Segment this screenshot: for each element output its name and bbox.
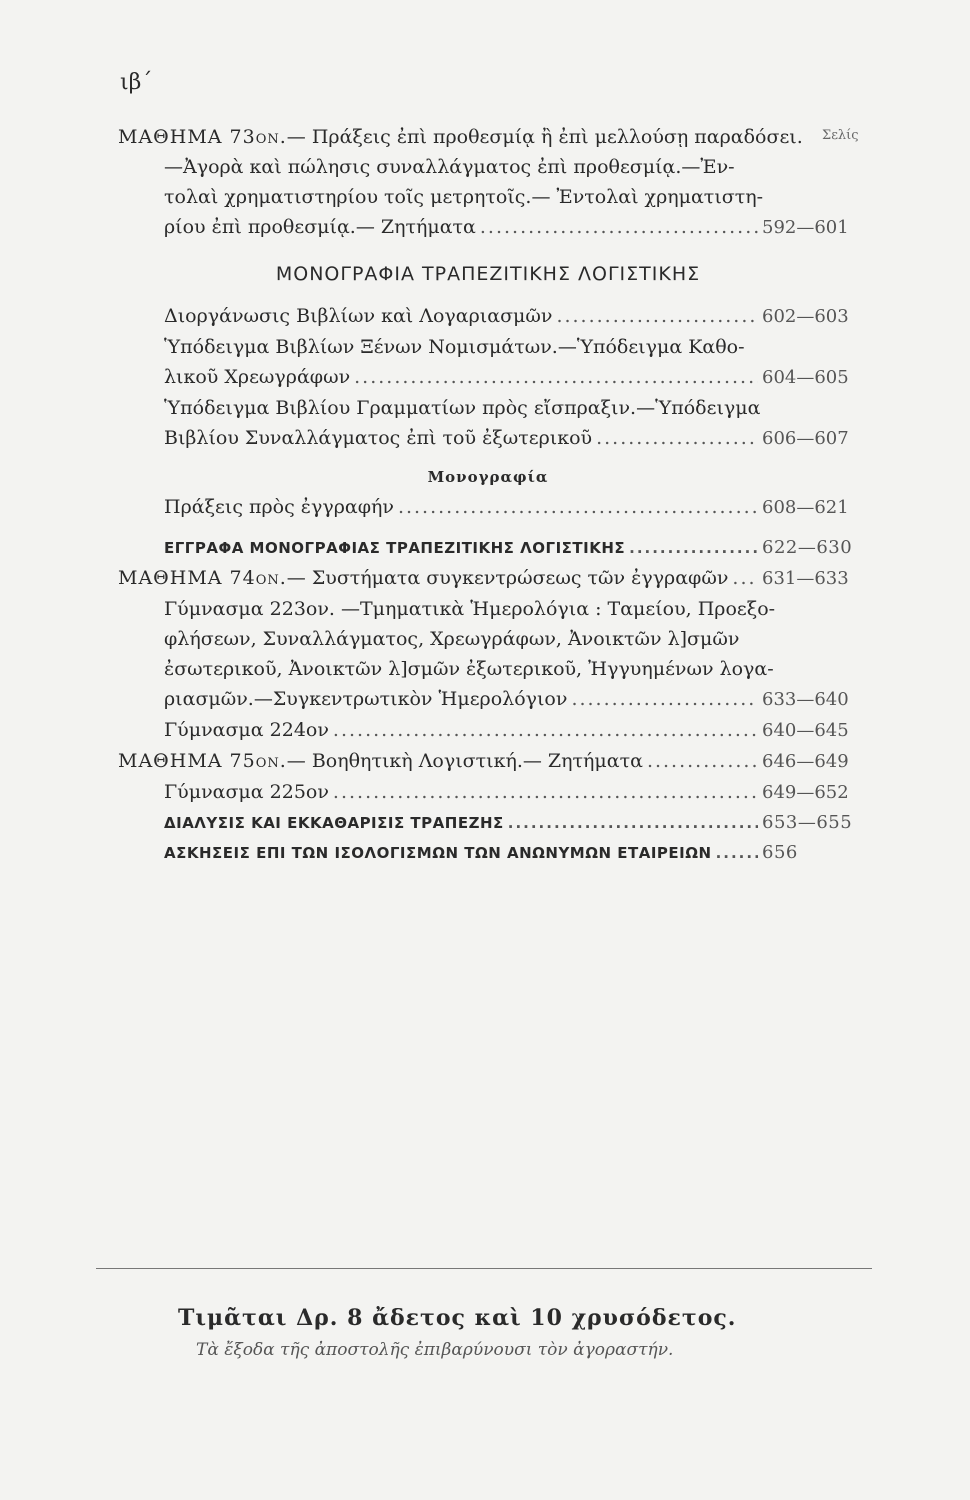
dot-leader <box>333 715 758 745</box>
toc-line <box>118 362 858 393</box>
page-range: 633—640 <box>762 689 849 710</box>
toc-line <box>118 654 858 684</box>
page-range: 640—645 <box>762 720 849 741</box>
dot-leader <box>647 746 758 776</box>
dot-leader <box>596 423 758 453</box>
toc-line <box>118 212 858 243</box>
toc-line <box>118 746 858 777</box>
toc-line <box>118 594 858 624</box>
toc-line <box>118 492 858 523</box>
toc-text: ἐσωτερικοῦ, Ἀνοικτῶν λ]σμῶν ἐξωτερικοῦ, Ἠγγυημένων λογα- <box>164 658 774 680</box>
toc-text: φλήσεων, Συναλλάγματος, Χρεωγράφων, Ἀνοικτῶν λ]σμῶν <box>164 628 740 650</box>
toc-text: λικοῦ Χρεωγράφων <box>164 366 351 388</box>
toc-line <box>118 684 858 715</box>
page-range: 656 <box>762 842 798 863</box>
page-range: 604—605 <box>762 367 849 388</box>
dot-leader <box>354 362 758 392</box>
toc-text: Ὑπόδειγμα Βιβλίου Γραμματίων πρὸς εἴσπραξιν.—Ὑπόδειγμα <box>164 397 761 419</box>
toc-text: Γύμνασμα 224ον <box>164 719 329 741</box>
shipping-note: Τὰ ἔξοδα τῆς ἀποστολῆς ἐπιβαρύνουσι τὸν ἀγοραστήν. <box>196 1340 674 1360</box>
toc-line <box>118 777 858 808</box>
toc-text: ρίου ἐπὶ προθεσμίᾳ.— Ζητήματα <box>164 216 476 238</box>
page-range: 622—630 <box>762 537 853 558</box>
toc-line <box>118 715 858 746</box>
toc-line <box>118 393 858 423</box>
toc-line <box>118 182 858 212</box>
lesson-label: ΜΑΘΗΜΑ 73ον. <box>118 126 287 148</box>
toc-line <box>118 152 858 182</box>
lesson-label: ΜΑΘΗΜΑ 75ον. <box>118 750 287 772</box>
table-of-contents <box>118 122 858 868</box>
page-range: 592—601 <box>762 217 849 238</box>
toc-text: —Ἀγορὰ καὶ πώλησις συναλλάγματος ἐπὶ προθεσμίᾳ.—Ἐν- <box>164 156 735 178</box>
divider <box>96 1268 872 1269</box>
page-range: 606—607 <box>762 428 849 449</box>
toc-text: Ὑπόδειγμα Βιβλίων Ξένων Νομισμάτων.—Ὑπόδειγμα Καθο- <box>164 336 745 358</box>
toc-line <box>118 838 858 868</box>
toc-line <box>118 808 858 838</box>
toc-line <box>118 332 858 362</box>
toc-line <box>118 563 858 594</box>
toc-line <box>118 122 858 152</box>
subheading: Μονογραφία <box>427 468 549 486</box>
toc-text: — Βοηθητικὴ Λογιστική.— Ζητήματα <box>286 750 643 772</box>
toc-text: Βιβλίου Συναλλάγματος ἐπὶ τοῦ ἐξωτερικοῦ <box>164 427 593 449</box>
page-range: 653—655 <box>762 812 853 833</box>
page-range: 646—649 <box>762 751 849 772</box>
toc-text: — Πράξεις ἐπὶ προθεσμίᾳ ἢ ἐπὶ μελλούσῃ παραδόσει. <box>286 126 803 148</box>
toc-text: Γύμνασμα 223ον. —Τμηματικὰ Ἡμερολόγια : Ταμείου, Προεξο- <box>164 598 776 620</box>
toc-text: Πράξεις πρὸς ἐγγραφήν <box>164 496 394 518</box>
dot-leader <box>480 212 758 242</box>
toc-text: — Συστήματα συγκεντρώσεως τῶν ἐγγραφῶν <box>286 567 729 589</box>
toc-line <box>118 624 858 654</box>
dot-leader <box>629 533 758 563</box>
toc-text: Διοργάνωσις Βιβλίων καὶ Λογαριασμῶν <box>164 305 553 327</box>
dot-leader <box>398 492 758 522</box>
toc-line <box>118 423 858 454</box>
page-range: 602—603 <box>762 306 849 327</box>
toc-text: τολαὶ χρηματιστηρίου τοῖς μετρητοῖς.— Ἐντολαὶ χρηματιστη- <box>164 186 764 208</box>
dot-leader <box>732 563 758 593</box>
column-header: Σελίς <box>822 128 859 143</box>
toc-text: ΕΓΓΡΑΦΑ ΜΟΝΟΓΡΑΦΙΑΣ ΤΡΑΠΕΖΙΤΙΚΗΣ ΛΟΓΙΣΤΙΚΗΣ <box>164 539 626 557</box>
dot-leader <box>716 838 758 868</box>
dot-leader <box>556 301 758 331</box>
dot-leader <box>333 777 758 807</box>
toc-text: Γύμνασμα 225ον <box>164 781 329 803</box>
section-heading: ΜΟΝΟΓΡΑΦΙΑ ΤΡΑΠΕΖΙΤΙΚΗΣ ΛΟΓΙΣΤΙΚΗΣ <box>275 263 701 285</box>
toc-line <box>118 533 858 563</box>
dot-leader <box>571 684 758 714</box>
page-range: 649—652 <box>762 782 849 803</box>
page-number: ιβ΄ <box>120 70 153 95</box>
toc-text: ΑΣΚΗΣΕΙΣ ΕΠΙ ΤΩΝ ΙΣΟΛΟΓΙΣΜΩΝ ΤΩΝ ΑΝΩΝΥΜΩΝ ΕΤΑΙΡΕΙΩΝ <box>164 844 712 862</box>
toc-line <box>118 301 858 332</box>
page-range: 608—621 <box>762 497 849 518</box>
toc-text: ριασμῶν.—Συγκεντρωτικὸν Ἡμερολόγιον <box>164 688 568 710</box>
price-line: Τιμᾶται Δρ. 8 ἄδετος καὶ 10 χρυσόδετος. <box>178 1305 737 1331</box>
lesson-label: ΜΑΘΗΜΑ 74ον. <box>118 567 287 589</box>
page-range: 631—633 <box>762 568 849 589</box>
dot-leader <box>508 808 758 838</box>
toc-text: ΔΙΑΛΥΣΙΣ ΚΑΙ ΕΚΚΑΘΑΡΙΣΙΣ ΤΡΑΠΕΖΗΣ <box>164 814 504 832</box>
